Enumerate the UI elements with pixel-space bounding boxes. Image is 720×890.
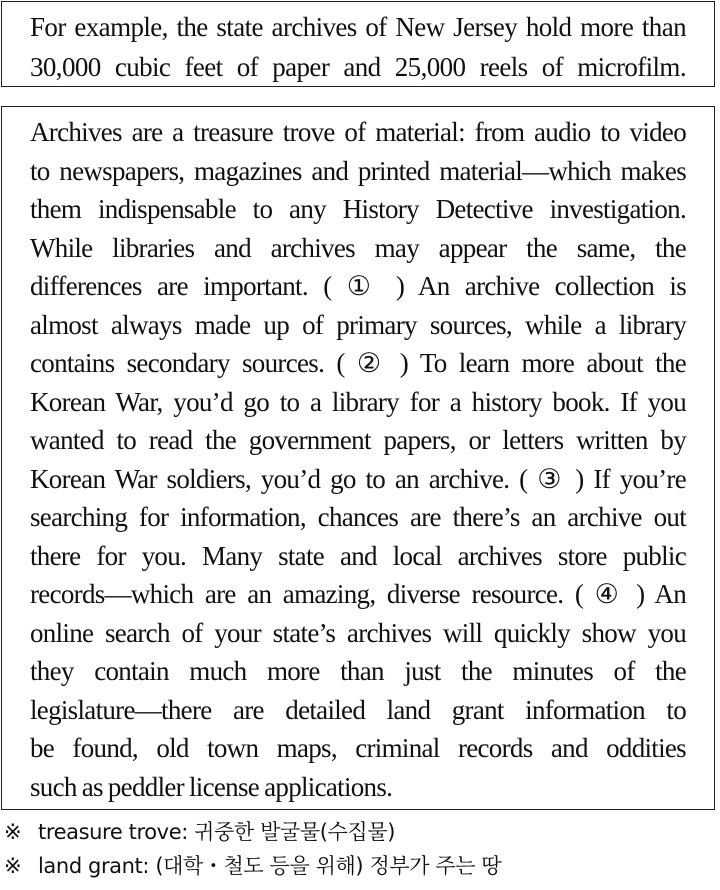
passage-line: them indispensable to any History Detective investigation. (30, 194, 686, 224)
passage-line: to newspapers, magazines and printed material—which makes (30, 155, 686, 186)
passage-line: Korean War, you’d go to a library for a history book. If you (30, 386, 686, 417)
passage-line: contains secondary sources. ( ② ) To learn more about the (30, 348, 686, 378)
footnotes (4, 815, 716, 883)
passage-line: there for you. Many state and local archives store public (30, 540, 686, 571)
passage-line: searching for information, chances are there’s an archive out (30, 502, 686, 532)
passage-line: Archives are a treasure trove of material: from audio to video (30, 117, 686, 147)
passage-line: While libraries and archives may appear the same, the (30, 232, 686, 263)
given-sentence-box (1, 1, 715, 87)
footnote-land-grant (4, 849, 716, 883)
passage-line: online search of your state’s archives will quickly show you (30, 617, 686, 648)
passage-line: be found, old town maps, criminal records and oddities (30, 733, 686, 763)
passage-box (1, 106, 715, 810)
footnote-text: land grant: (대학・철도 등을 위해) 정부가 주는 땅 (38, 854, 502, 878)
passage-line: they contain much more than just the minutes of the (30, 656, 686, 686)
footnote-text: treasure trove: 귀중한 발굴물(수집물) (38, 820, 395, 844)
given-sentence: For example, the state archives of New Jersey hold more than 30,000 cubic feet of paper and 25,000 reels of microfilm. (30, 12, 686, 82)
footnote-treasure-trove (4, 815, 716, 849)
passage-line: records—which are an amazing, diverse resource. ( ④ ) An (30, 579, 686, 609)
passage-line: wanted to read the government papers, or letters written by (30, 425, 686, 455)
passage-line: legislature—there are detailed land grant information to (30, 694, 686, 725)
reference-mark-icon: ※ (4, 854, 22, 878)
passage-line: differences are important. ( ① ) An archive collection is (30, 271, 686, 301)
passage-line: almost always made up of primary sources, while a library (30, 309, 686, 340)
reference-mark-icon: ※ (4, 820, 22, 844)
passage-line: Korean War soldiers, you’d go to an archive. ( ③ ) If you’re (30, 463, 686, 494)
passage-line: such as peddler license applications. (30, 771, 393, 802)
